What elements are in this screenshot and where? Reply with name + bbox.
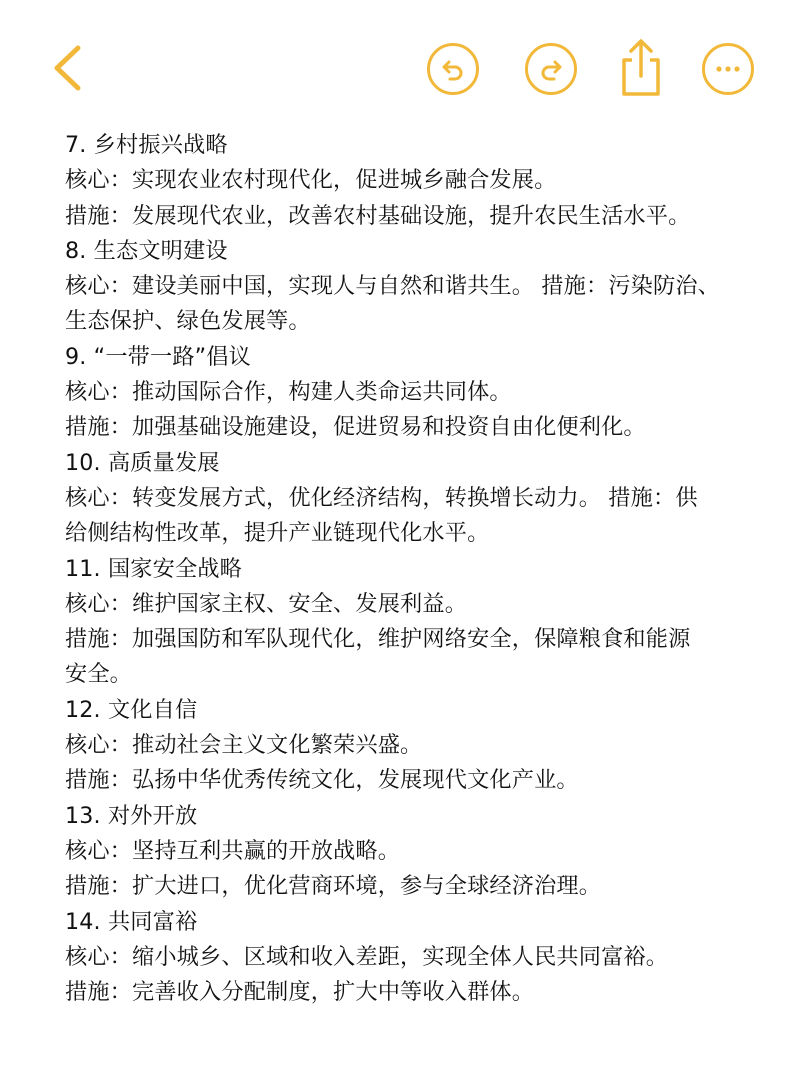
more-icon <box>713 54 743 84</box>
section-heading: 9. “一带一路”倡议 <box>65 343 251 370</box>
undo-button[interactable] <box>427 43 479 95</box>
note-line: 核心：坚持互利共赢的开放战略。 <box>65 837 401 864</box>
note-toolbar <box>0 0 800 128</box>
note-line: 措施：加强基础设施建设，促进贸易和投资自由化便利化。 <box>65 414 646 441</box>
back-button[interactable] <box>40 40 96 96</box>
section-heading: 8. 生态文明建设 <box>65 237 228 264</box>
more-button[interactable] <box>702 43 754 95</box>
section-heading: 14. 共同富裕 <box>65 908 198 935</box>
note-line: 核心：转变发展方式，优化经济结构，转换增长动力。 措施：供 <box>65 484 698 511</box>
note-line: 措施：加强国防和军队现代化，维护网络安全，保障粮食和能源 <box>65 626 691 653</box>
note-line: 给侧结构性改革，提升产业链现代化水平。 <box>65 520 490 547</box>
note-line: 核心：建设美丽中国，实现人与自然和谐共生。 措施：污染防治、 <box>65 273 720 300</box>
undo-icon <box>438 54 468 84</box>
note-line: 措施：弘扬中华优秀传统文化，发展现代文化产业。 <box>65 767 579 794</box>
redo-button[interactable] <box>525 43 577 95</box>
share-button[interactable] <box>612 36 670 100</box>
note-body[interactable] <box>65 128 755 1010</box>
share-icon <box>612 36 670 100</box>
note-line: 核心：缩小城乡、区域和收入差距，实现全体人民共同富裕。 <box>65 943 669 970</box>
note-line: 生态保护、绿色发展等。 <box>65 308 311 335</box>
note-line: 核心：推动社会主义文化繁荣兴盛。 <box>65 732 423 759</box>
note-line: 核心：推动国际合作，构建人类命运共同体。 <box>65 379 512 406</box>
note-line: 核心：维护国家主权、安全、发展利益。 <box>65 590 468 617</box>
note-line: 安全。 <box>65 661 133 688</box>
note-line: 措施：完善收入分配制度，扩大中等收入群体。 <box>65 979 535 1006</box>
section-heading: 10. 高质量发展 <box>65 449 220 476</box>
section-heading: 11. 国家安全战略 <box>65 555 242 582</box>
note-line: 核心：实现农业农村现代化，促进城乡融合发展。 <box>65 167 557 194</box>
note-line: 措施：扩大进口，优化营商环境，参与全球经济治理。 <box>65 873 602 900</box>
back-chevron-icon <box>40 40 96 96</box>
section-heading: 7. 乡村振兴战略 <box>65 132 228 158</box>
redo-icon <box>536 54 566 84</box>
section-heading: 12. 文化自信 <box>65 696 198 723</box>
section-heading: 13. 对外开放 <box>65 802 198 829</box>
note-line: 措施：发展现代农业，改善农村基础设施，提升农民生活水平。 <box>65 202 691 229</box>
